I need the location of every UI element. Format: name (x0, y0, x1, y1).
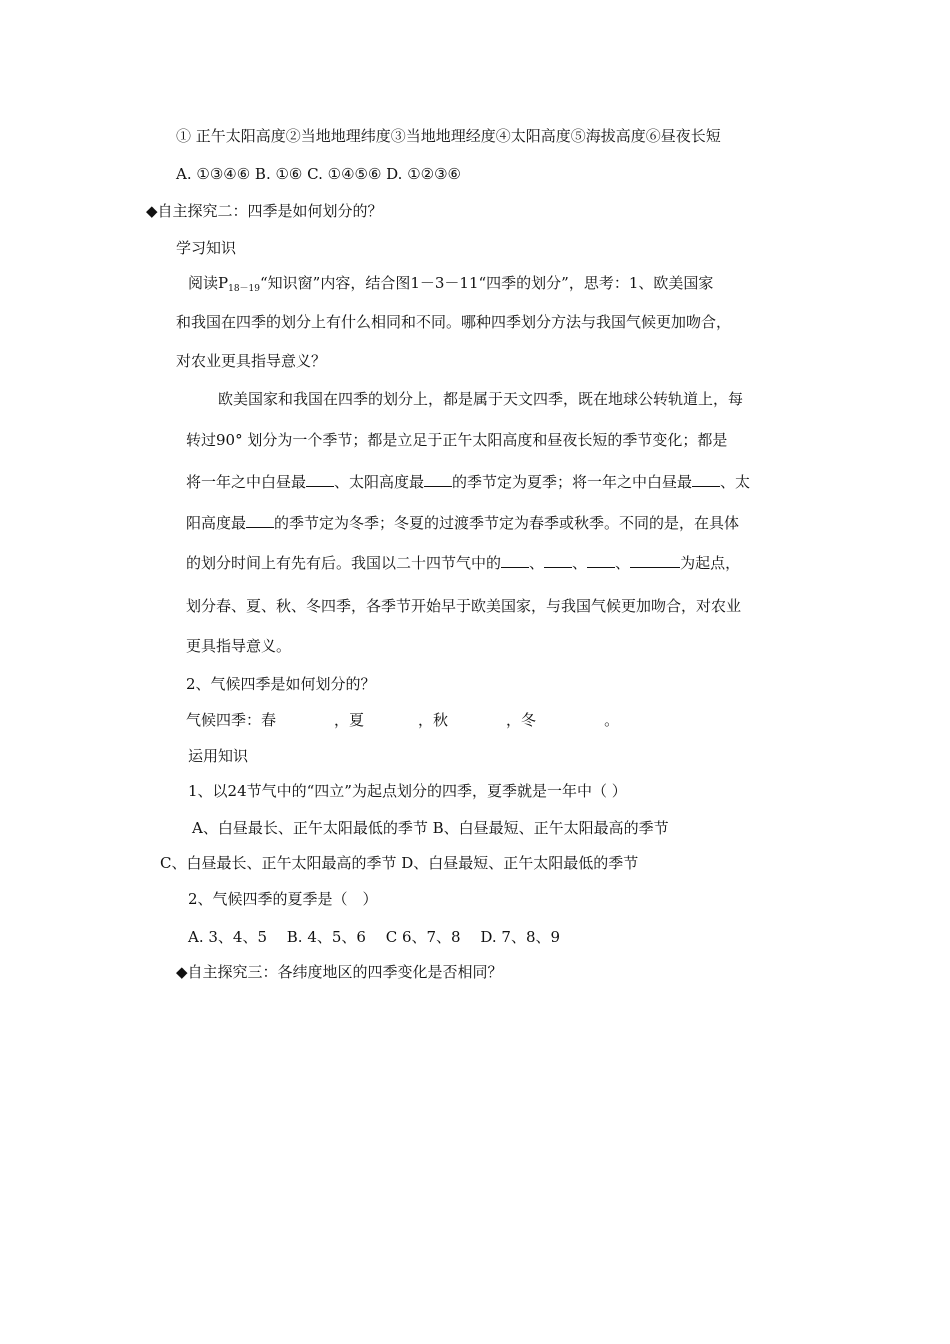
answer-line-7: 更具指导意义。 (186, 637, 292, 655)
text-seg: ，夏 (334, 711, 365, 729)
fill-blank[interactable] (246, 513, 274, 528)
fill-blank[interactable] (544, 553, 572, 568)
section-heading-3: ◆自主探究三：各纬度地区的四季变化是否相同？ (176, 963, 503, 981)
text-seg: ，冬 (506, 711, 537, 729)
apply-q2-choices: A. 3、4、5 B. 4、5、6 C 6、7、8 D. 7、8、9 (188, 928, 561, 946)
apply-q1-choices-cd: C、白昼最长、正午太阳最高的季节 D、白昼最短、正午太阳最低的季节 (160, 854, 639, 872)
text-seg: 、 (572, 554, 588, 572)
climate-seasons-row (186, 710, 619, 730)
read-post: “知识窗”内容，结合图1－3－11“四季的划分”，思考：1、欧美国家 (260, 274, 714, 292)
apply-question-2: 2、气候四季的夏季是（ ） (188, 890, 378, 908)
text-seg: 为起点， (680, 554, 741, 572)
text-seg: 、太阳高度最 (334, 473, 425, 491)
learn-title: 学习知识 (176, 239, 237, 257)
text-seg: 、 (615, 554, 631, 572)
read-instruction-line-1 (188, 273, 713, 296)
read-instruction-line-2: 和我国在四季的划分上有什么相同和不同。哪种四季划分方法与我国气候更加吻合， (176, 313, 732, 331)
answer-line-4 (186, 513, 739, 533)
choice-row: A. ①③④⑥ B. ①⑥ C. ①④⑤⑥ D. ①②③⑥ (176, 165, 461, 183)
apply-question-1: 1、以24节气中的“四立”为起点划分的四季，夏季就是一年中（ ） (188, 782, 627, 800)
read-instruction-line-3: 对农业更具指导意义？ (176, 352, 327, 370)
text-seg: 、 (529, 554, 545, 572)
fill-blank[interactable] (692, 472, 720, 487)
answer-line-2: 转过90° 划分为一个季节；都是立足于正午太阳高度和昼夜长短的季节变化；都是 (186, 431, 728, 449)
option-items: ① 正午太阳高度②当地地理纬度③当地地理经度④太阳高度⑤海拔高度⑥昼夜长短 (176, 127, 721, 145)
fill-blank[interactable] (306, 472, 334, 487)
text-seg: ，秋 (418, 711, 449, 729)
text-seg: 、太 (720, 473, 751, 491)
answer-line-3 (186, 472, 750, 492)
fill-blank[interactable] (630, 553, 680, 568)
fill-blank[interactable] (587, 553, 615, 568)
text-seg: 将一年之中白昼最 (186, 473, 307, 491)
text-seg: 。 (604, 711, 620, 729)
page-range: 18－19 (228, 284, 260, 294)
text-seg: 的季节定为冬季；冬夏的过渡季节定为春季或秋季。不同的是，在具体 (274, 514, 740, 532)
text-seg: 的划分时间上有先有后。我国以二十四节气中的 (186, 554, 502, 572)
fill-blank[interactable] (501, 553, 529, 568)
apply-title: 运用知识 (188, 747, 249, 765)
section-heading-2: ◆自主探究二：四季是如何划分的？ (146, 202, 383, 220)
text-seg: 阳高度最 (186, 514, 247, 532)
question-2: 2、气候四季是如何划分的？ (186, 675, 376, 693)
answer-line-5 (186, 553, 740, 573)
apply-q1-choices-ab: A、白昼最长、正午太阳最低的季节 B、白昼最短、正午太阳最高的季节 (192, 819, 669, 837)
fill-blank[interactable] (424, 472, 452, 487)
read-pre: 阅读P (188, 274, 229, 292)
text-seg: 气候四季：春 (186, 711, 277, 729)
text-seg: 的季节定为夏季；将一年之中白昼最 (452, 473, 693, 491)
answer-line-6: 划分春、夏、秋、冬四季，各季节开始早于欧美国家，与我国气候更加吻合，对农业 (186, 597, 742, 615)
answer-line-1: 欧美国家和我国在四季的划分上，都是属于天文四季，既在地球公转轨道上，每 (218, 390, 744, 408)
